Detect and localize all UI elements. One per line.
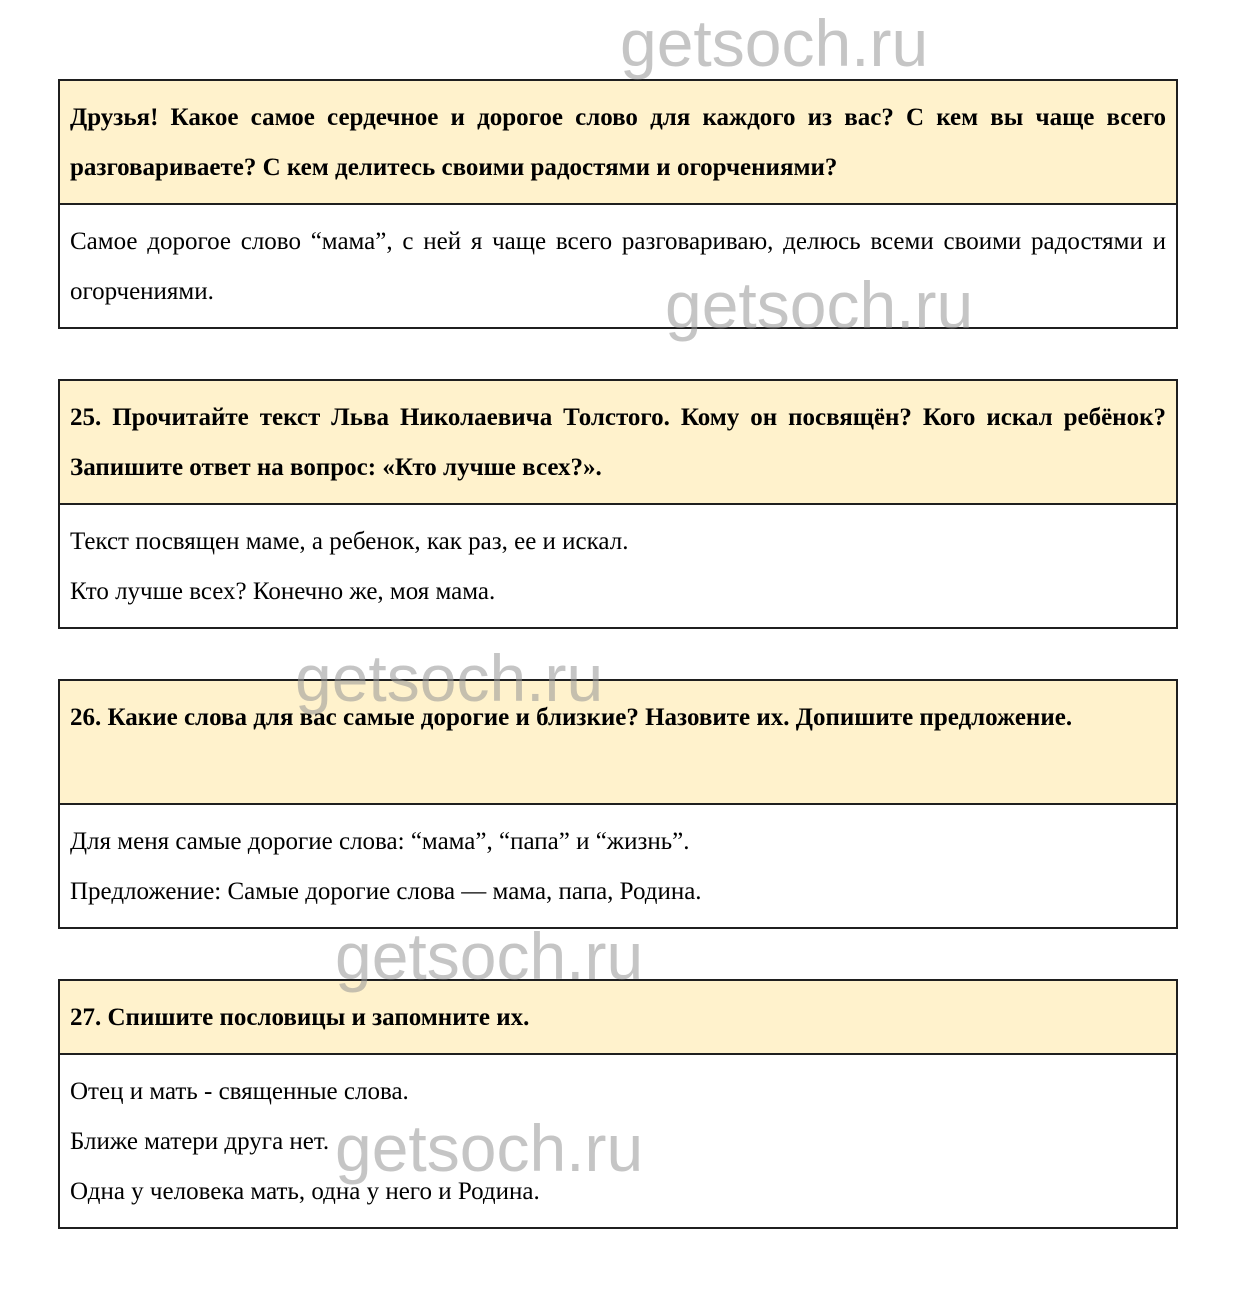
answer-text [60,505,1176,627]
answer-text [60,1055,1176,1227]
watermark-text: getsoch.ru [295,641,604,715]
watermark-text: getsoch.ru [620,6,929,80]
answer-line: Для меня самые дорогие слова: “мама”, “папа” и “жизнь”. [70,828,690,855]
watermark-text: getsoch.ru [335,1111,644,1185]
qa-block-27 [58,979,1178,1229]
answer-line: Одна у человека мать, одна у него и Родина. [70,1178,540,1205]
watermark-text: getsoch.ru [665,268,974,342]
question-label: 25. Прочитайте текст Льва Николаевича Толстого. Кому он посвящён? Кого искал ребёнок? Запишите ответ на вопрос: «Кто лучше всех?». [70,404,1166,481]
answer-line: Предложение: Самые дорогие слова — мама, папа, Родина. [70,878,702,905]
answer-line: Текст посвящен маме, а ребенок, как раз, ее и искал. [70,528,629,555]
answer-line: Ближе матери друга нет. [70,1128,330,1155]
question-text [60,81,1176,205]
qa-block-25 [58,379,1178,629]
qa-block-1 [58,79,1178,329]
question-label: Друзья! Какое самое сердечное и дорогое слово для каждого из вас? С кем вы чаще всего разговариваете? С кем делитесь своими радостями и огорчениями? [70,104,1166,181]
answer-text [60,805,1176,927]
qa-block-26 [58,679,1178,929]
question-label: 26. Какие слова для вас самые дорогие и близкие? Назовите их. Допишите предложение. [70,704,1073,731]
question-text [60,381,1176,505]
answer-line: Самое дорогое слово “мама”, с ней я чаще всего разговариваю, делюсь всеми своими радостями и огорчениями. [70,228,1166,305]
answer-line: Отец и мать - священные слова. [70,1078,409,1105]
answer-line: Кто лучше всех? Конечно же, моя мама. [70,578,496,605]
watermark-text: getsoch.ru [335,919,644,993]
question-text [60,681,1176,805]
question-label: 27. Спишите пословицы и запомните их. [70,1004,530,1031]
answer-text [60,205,1176,327]
question-text [60,981,1176,1055]
